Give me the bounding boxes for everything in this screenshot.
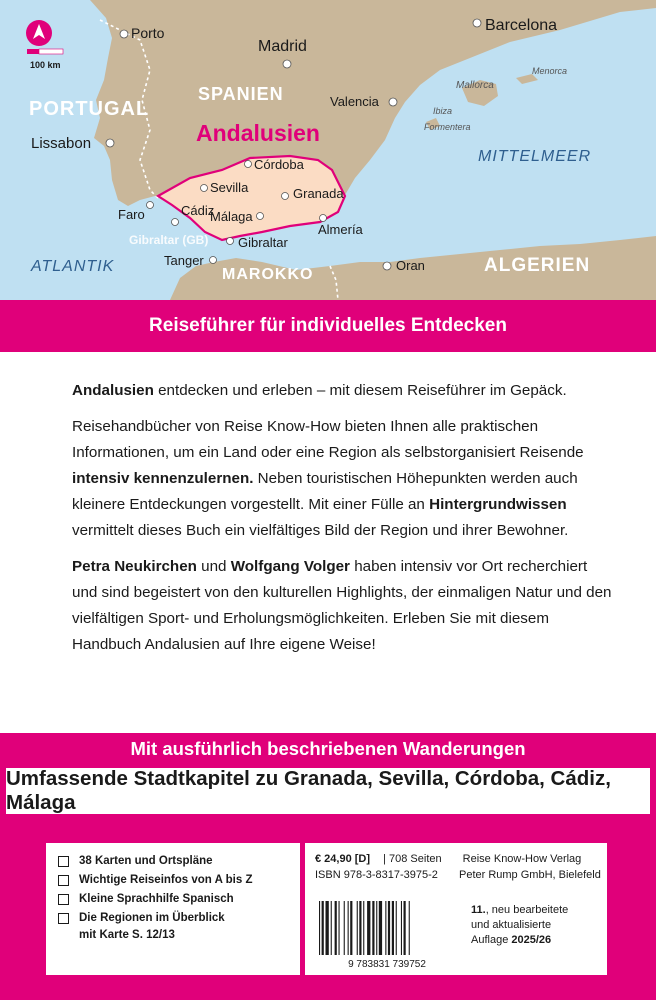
page-count: | 708 Seiten: [383, 853, 442, 865]
tagline: Reiseführer für individuelles Entdecken: [149, 315, 507, 336]
publisher-name: Reise Know-How Verlag: [462, 853, 582, 865]
city-almeria: Almería: [318, 222, 363, 237]
checkbox-icon: [58, 913, 69, 924]
features-box: [46, 843, 300, 975]
edition-info: [471, 903, 568, 948]
barcode-bar: [335, 901, 337, 955]
blurb-p2-text-c: vermittelt dieses Buch ein vielfältiges Bild der Region und ihrer Bewohner.: [72, 522, 569, 539]
barcode-bar: [409, 901, 410, 955]
sea-atlantik: ATLANTIK: [31, 258, 115, 275]
city-sevilla: Sevilla: [210, 180, 249, 195]
edition-text-3: Auflage: [471, 934, 512, 946]
region-title: Andalusien: [196, 120, 320, 146]
barcode-bar: [372, 901, 374, 955]
city-granada: Granada: [293, 186, 344, 201]
city-faro: Faro: [118, 207, 145, 222]
isbn-row: [315, 867, 601, 883]
barcode-bar: [396, 901, 397, 955]
author-1: Petra Neukirchen: [72, 558, 197, 575]
isbn: ISBN 978-3-8317-3975-2: [315, 869, 438, 881]
madrid-dot: [283, 60, 291, 68]
price-box: [305, 843, 607, 975]
price-row: [315, 851, 597, 867]
barcode-bar: [385, 901, 386, 955]
edition-line-2: und aktualisierte: [471, 919, 552, 931]
overview-map: [0, 0, 656, 300]
blurb-paragraph-3: [72, 554, 612, 658]
cadiz-dot: [172, 219, 179, 226]
malaga-dot: [257, 213, 264, 220]
gibraltar-gb-label: Gibraltar (GB): [129, 233, 209, 247]
city-tanger: Tanger: [164, 253, 204, 268]
edition-text-1: , neu bearbeitete: [485, 904, 569, 916]
island-mallorca: Mallorca: [456, 80, 494, 91]
barcode-bar: [401, 901, 402, 955]
island-menorca: Menorca: [532, 66, 568, 76]
tanger-dot: [210, 257, 217, 264]
sevilla-dot: [201, 185, 208, 192]
lissabon-dot: [106, 139, 114, 147]
barcode-bar: [339, 901, 340, 955]
feature-item: [58, 872, 288, 889]
hike-banner: Mit ausführlich beschriebenen Wanderungen: [130, 738, 526, 759]
barcode-digits: 9 783831 739752: [348, 959, 426, 969]
feature-item: [58, 853, 288, 870]
barcode-bar: [363, 901, 364, 955]
blurb-region-name: Andalusien: [72, 382, 154, 399]
city-cadiz: Cádiz: [181, 203, 215, 218]
blurb-paragraph-2: [72, 414, 612, 544]
feature-label-sub: mit Karte S. 12/13: [79, 929, 175, 941]
barcode-bar: [357, 901, 358, 955]
city-chapters-text: Umfassende Stadtkapitel zu Granada, Sevilla, Córdoba, Cádiz, Málaga: [6, 767, 611, 814]
sea-mittelmeer: MITTELMEER: [478, 148, 592, 165]
blurb: [72, 378, 612, 668]
island-formentera: Formentera: [424, 122, 471, 132]
blurb-p3-and: und: [196, 558, 231, 575]
checkbox-icon: [58, 894, 69, 905]
gibraltar-dot: [227, 238, 234, 245]
scale-bar: [27, 49, 63, 54]
edition-line-3: [471, 933, 568, 948]
feature-label: 38 Karten und Ortspläne: [79, 855, 213, 867]
country-algerien: ALGERIEN: [484, 255, 591, 276]
compass-icon: [26, 20, 52, 46]
granada-dot: [282, 193, 289, 200]
feature-item: [58, 891, 288, 908]
feature-label: Kleine Sprachhilfe Spanisch: [79, 893, 234, 905]
checkbox-icon: [58, 875, 69, 886]
barcode-bar: [379, 901, 382, 955]
country-portugal: PORTUGAL: [29, 98, 150, 120]
blurb-paragraph-1: [72, 378, 612, 404]
barcode-bar: [319, 901, 320, 955]
blurb-p3-text: haben intensiv vor Ort recherchiert und sind begeistert von den kulturellen Highlights, der einmaligen Natur und den vielfältigen Sport- und Erholungsmöglichkeiten. Erleben Sie mit diesem Handbuch Andalusien auf Ihre eigene Weise!: [72, 558, 612, 653]
publisher-company: Peter Rump GmbH, Bielefeld: [458, 869, 601, 881]
barcelona-dot: [473, 19, 481, 27]
city-oran: Oran: [396, 258, 425, 273]
barcode-bar: [367, 901, 370, 955]
country-marokko: MAROKKO: [222, 266, 314, 283]
barcode-bar: [388, 901, 390, 955]
feature-label: Wichtige Reiseinfos von A bis Z: [79, 874, 253, 886]
price: € 24,90 [D]: [315, 853, 371, 865]
city-valencia: Valencia: [330, 94, 379, 109]
city-madrid: Madrid: [258, 38, 307, 55]
country-spanien: SPANIEN: [198, 84, 284, 104]
barcode-bar: [376, 901, 377, 955]
barcode-bar: [326, 901, 329, 955]
barcode-bar: [348, 901, 349, 955]
city-malaga: Málaga: [210, 209, 253, 224]
edition-year: 2025/26: [511, 934, 552, 946]
author-2: Wolfgang Volger: [230, 558, 350, 575]
tagline-bar: [0, 300, 656, 352]
blurb-p1-text: entdecken und erleben – mit diesem Reiseführer im Gepäck.: [153, 382, 567, 399]
city-gibraltar: Gibraltar: [238, 235, 288, 250]
feature-label: Die Regionen im Überblick: [79, 912, 225, 924]
edition-line-1: [471, 903, 568, 918]
almeria-dot: [320, 215, 327, 222]
city-porto: Porto: [131, 25, 165, 41]
barcode-bar: [350, 901, 352, 955]
barcode-bar: [344, 901, 345, 955]
barcode-bar: [392, 901, 394, 955]
blurb-p2-text-a: Reisehandbücher von Reise Know-How bieten Ihnen alle praktischen Informationen, um ein Land oder eine Region als selbstorganisiert Reisende: [72, 418, 584, 461]
city-cordoba: Córdoba: [254, 157, 304, 172]
blurb-p2-bold-2: Hintergrundwissen: [429, 496, 567, 513]
barcode-bar: [322, 901, 324, 955]
island-ibiza: Ibiza: [433, 106, 453, 116]
city-chapters-box: [6, 768, 650, 814]
blurb-p2-bold-1: intensiv kennenzulernen.: [72, 470, 254, 487]
faro-dot: [147, 202, 154, 209]
barcode-bar: [404, 901, 406, 955]
blurb-p2-text-b: Neben touristischen Höhepunkten werden auch kleinere Entdeckungen vorgestellt. Mit einer Fülle an: [72, 470, 578, 513]
valencia-dot: [389, 98, 397, 106]
city-lissabon: Lissabon: [31, 135, 92, 152]
city-barcelona: Barcelona: [485, 17, 558, 34]
cordoba-dot: [245, 161, 252, 168]
porto-dot: [120, 30, 128, 38]
feature-item: [58, 910, 288, 944]
checkbox-icon: [58, 856, 69, 867]
scale-label: 100 km: [30, 60, 61, 70]
edition-number: 11.: [471, 904, 486, 916]
barcode: [313, 899, 461, 969]
barcode-bar: [331, 901, 332, 955]
feature-label-multiline: [79, 910, 225, 944]
oran-dot: [383, 262, 391, 270]
barcode-bar: [359, 901, 361, 955]
